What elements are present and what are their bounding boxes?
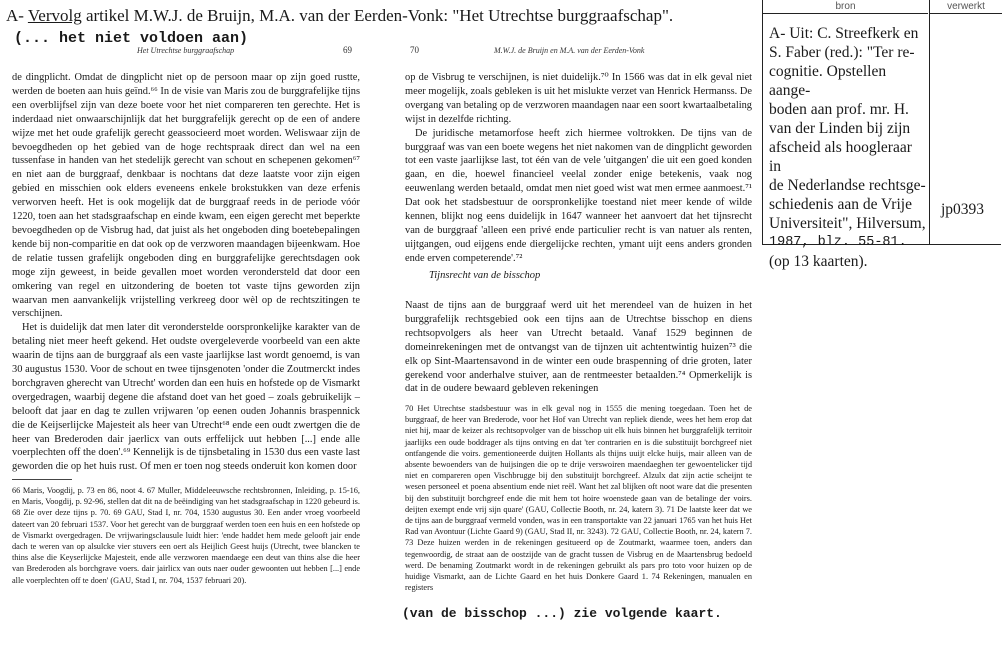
left-paragraph: Het is duidelijk dat men later dit veronderstelde oorspronkelijke karakter van de betaling niet meer heeft gekend. Het oudste overgeleverde voorbeeld van een akte waarin de tijns aan de burggraaf als een vaste jaarlijkse last wordt genoemd, is van 30 augustus 1530. Voor de schout en twee tijnsgenoten 'onder die Zoutmerckt indes borchgraven gherecht van Utrecht' worden dan een huis en hofstede op de Vismarkt overgedragen, waarbij degene die afstand doet van het goed – zoals gebruikelijk – belooft dat jaar en dag te zullen vrijwaren 'op eenen ouden Johannis braspennick die de Keijserlijcke Majesteit als heer van Utrecht⁶⁸ ende een oudt zwertgen die de heer van Brederoden dair jaerlicx van outs erffelijck uut hebben [...] ende alle voerplechten off the doen'.⁶⁹ Kennelijk is de tijnsbetaling in 1530 dus een vaste last geworden die op het huis rust. Of men er toen nog steeds onderuit kon komen door — [12, 322, 360, 473]
column-header-verwerkt: verwerkt — [929, 0, 1002, 14]
source-line: boden aan prof. mr. H. — [769, 101, 909, 118]
right-page-body-bottom — [405, 299, 752, 397]
left-footnotes — [12, 485, 360, 587]
right-footnote-text: 70 Het Utrechtse stadsbestuur was in elk geval nog in 1555 die mening toegedaan. Toen het de burggraaf, de heer van Brederode, voor het Hof van Utrecht van repliek diende, wees het hem erop dat niet hij, maar de keizer als rechtsopvolger van de bisschop uit elk huis binnen het burggrafelijk territoir jaarlijks een oude boddrager als tijns ontving en dat 'ter contrarien en is die substituijt borchgreef niet ontfangende die voirs. gementioneerde duijten Hollants als thijns uuijt elcke huijs, mair alleen van de absente bewoenders van de huijsingen die op te drije verswoiren maendaeghen ter gewoentelicker tijd niet en compareren open Vischbrugge bij den substituijt borchgreef. Alzulx dat zijn actie scheijnt te wesen personeel et poena absentium ende niet reël. Want het zal blijken oft noot ware dat die presenten bij den substituijt borchgreef ende die mit hem tot hoire woenstede gaan van de betalinge der voirs. deijten exempt ende vrij sijn quare' (GAU, Collectie Booth, nr. 24, katern 3). 71 De laatste keer dat we de tijns aan de burggraaf vermeld vonden, was in een transportakte van 22 januari 1765 van het huis Het Rad van Avontuur (Lichte Gaard 9) (GAU, Stad II, nr. 3243). 72 GAU, Collectie Booth, nr. 24, katern 7. 73 Deze huizen werden in de rekeningen gesitueerd op de Zoutmarkt, waarmee toen, anders dan tegenwoordig, de straat aan de oostzijde van de gracht tussen de Visbrug en de Maartensbrug bedoeld werd. De benaming Zoutmarkt wordt in de rekeningen gebruikt als pars pro toto voor huizen op de huidige Vismarkt, aan de Lichte Gaard en het huis Donkere Gaard 1. 74 Rekeningen, manualen en registers — [405, 404, 752, 593]
card-title — [6, 6, 673, 26]
title-underlined-word: Vervolg — [27, 6, 82, 25]
right-paragraph: op de Visbrug te verschijnen, is niet duidelijk.⁷⁰ In 1566 was dat in elk geval niet meer mogelijk, zoals gebleken is uit het mislukte verzet van Henrick Hermanss. De overgang van betaling op de verzworen maandagen naar een soort kwartaalbetaling wijst in dezelfde richting. — [405, 72, 752, 125]
right-page-number: 70 — [410, 45, 419, 55]
column-divider — [929, 0, 930, 244]
left-footnote-text: 66 Maris, Voogdij, p. 73 en 86, noot 4. 67 Muller, Middeleeuwsche rechtsbronnen, Inleiding, p. 15-16, en Maris, Voogdij, p. 92-96, stellen dat dit na de beëindiging van het stadsgraafschap in 1220 gebeurd is. 68 Zie over deze tijns p. 70. 69 GAU, Stad I, nr. 704, 1530 augustus 30. Een ander vroeg voorbeeld dateert van 20 februari 1537. Voor het gerecht van de burggraaf werden toen een huis en een hofstede op de Vismarkt overgedragen. De vrijwaringsclausule luidt hier: 'ende haddet hem mede gelooft jair ende dach te weren van op alsulcke vier stuvers een oert als Heijlich Geest huijs (Utrecht, twee blancken te thins alse die Keyserlijcke Majesteit, ende alle verzworen maendaege een deut van thins alse die heer van Brederoden als borchgrave voers. dair jairlicx van outs naer ouder gewoonten uut hebben [...] ende alle voerplechten off te doen' (GAU, Stad I, nr. 704, 1537 februari 20). — [12, 486, 360, 585]
right-running-head: M.W.J. de Bruijn en M.A. van der Eerden-Vonk — [494, 46, 645, 55]
title-prefix: A- — [6, 6, 28, 25]
source-line: cognitie. Opstellen aange- — [769, 63, 887, 99]
source-line: 1987, blz. 55-81. — [769, 235, 907, 250]
left-page-body — [12, 71, 360, 475]
source-line: de Nederlandse rechtsge- — [769, 177, 926, 194]
left-running-head: Het Utrechtse burggraafschap — [137, 46, 235, 55]
index-card-table — [762, 0, 1001, 270]
right-footnotes — [405, 403, 752, 599]
source-line: S. Faber (red.): "Ter re- — [769, 44, 915, 61]
source-line: A- Uit: C. Streefkerk en — [769, 25, 919, 42]
left-page-number: 69 — [343, 45, 352, 55]
source-line: Universiteit", Hilversum, — [769, 215, 926, 232]
typed-continuation-note: (van de bisschop ...) zie volgende kaart. — [402, 606, 722, 621]
source-line: afscheid als hoogleraar in — [769, 139, 912, 175]
left-paragraph: de dingplicht. Omdat de dingplicht niet op de persoon maar op zijn goed rustte, werden de boeten aan huis geïnd.⁶⁶ In de visie van Maris zou de burggrafelijke tijns een overblijfsel zijn van deze boete voor het niet compareren ten gerechte. Het is inderdaad niet onwaarschijnlijk dat het burggrafelijk gerecht op de een of andere wijze met het oude grafelijk gerecht geassocieerd moet worden. Weliswaar zijn de bevoegdheden op het gebied van de hoge rechtspraak direct dan wel na een tussenfase in handen van het stedelijk gerecht van schout en schepenen gekomen⁶⁷ en niet aan de burggraaf, denkbaar is nochtans dat deze laatste voor zijn eigen gebied en misschien ook elders eveneens enkele brokstukken van deze erfenis verworven heeft. Het is ook mogelijk dat de burggraaf reeds in de periode vóór 1220, toen aan het stadsgraafschap en einde kwam, een eigen gerecht met beperkte bevoegdheden op de Visbrug had, dat juist als het ongeboden ding boetebepalingen kende bij non-comparitie en dat ook op de verzworen maandagen bijeenkwam. Hoe de relatie tussen grafelijk ongeboden ding en burggrafelijke gerechtsdagen ook moge zijn geweest, in beide gevallen moet worden verondersteld dat door een omkering van regel en uitzondering de boeten tot vaste tijns geworden zijn waarvan men aanvankelijk vrijstelling verkreeg door wèl op de rechtszitingen te verschijnen. — [12, 72, 360, 320]
source-line: (op 13 kaarten). — [769, 253, 868, 270]
record-code: jp0393 — [941, 201, 985, 218]
right-page-body-top — [405, 71, 752, 264]
column-header-bron: bron — [763, 0, 928, 14]
card-subtitle: (... het niet voldoen aan) — [14, 30, 249, 47]
right-paragraph: De juridische metamorfose heeft zich hiermee voltrokken. De tijns van de burggraaf was van een boete wegens het niet nakomen van de dingplicht geworden tot een vaste jaarlijkse last, tot één van de vele 'uitgangen' die uit een goed konden gaan, en die, hoewel financieel veelal zonder enige betekenis, vaak nog eeuwenlang werden betaald, omdat men niet goed wist wat men ermee aanmoest.⁷¹ Dat ook het stadsbestuur de oorspronkelijke toestand niet meer kende of wilde kennen, blijkt nog eens duidelijk in 1647 wanneer het aanvoert dat het tijnsrecht van de burggraaf 'alleen een privé ende particulier recht is van natuer als renten, uijtgangen, oud eijgens ende diergelijcke rechten, ymant uijt eens anders gronden ende erven competerende'.⁷² — [405, 127, 752, 264]
source-line: schiedenis aan de Vrije — [769, 196, 912, 213]
source-line: van der Linden bij zijn — [769, 120, 911, 137]
section-heading: Tijnsrecht van de bisschop — [429, 270, 541, 281]
source-citation — [769, 24, 927, 271]
right-paragraph-after: Naast de tijns aan de burggraaf werd uit het merendeel van de huizen in het burggrafelijk rechtsgebied ook een tijns aan de Utrechtse bisschop en diens rechtsopvolgers als heer van Utrecht betaald. Vanaf 1529 beginnen de domeinrekeningen met de ontvangst van de tijnzen uit achtentwintig huizen⁷³ die elk op Sint-Maartensavond in de winter een oude braspenning of drie groten, later gerekend voor anderhalve stuiver, aan de rentmeester betaalden.⁷⁴ Opmerkelijk is dat in de oudere bewaard gebleven rekeningen — [405, 300, 752, 395]
title-rest: artikel M.W.J. de Bruijn, M.A. van der Eerden-Vonk: "Het Utrechtse burggraafschap". — [81, 6, 674, 25]
left-footnote-rule — [12, 479, 72, 480]
